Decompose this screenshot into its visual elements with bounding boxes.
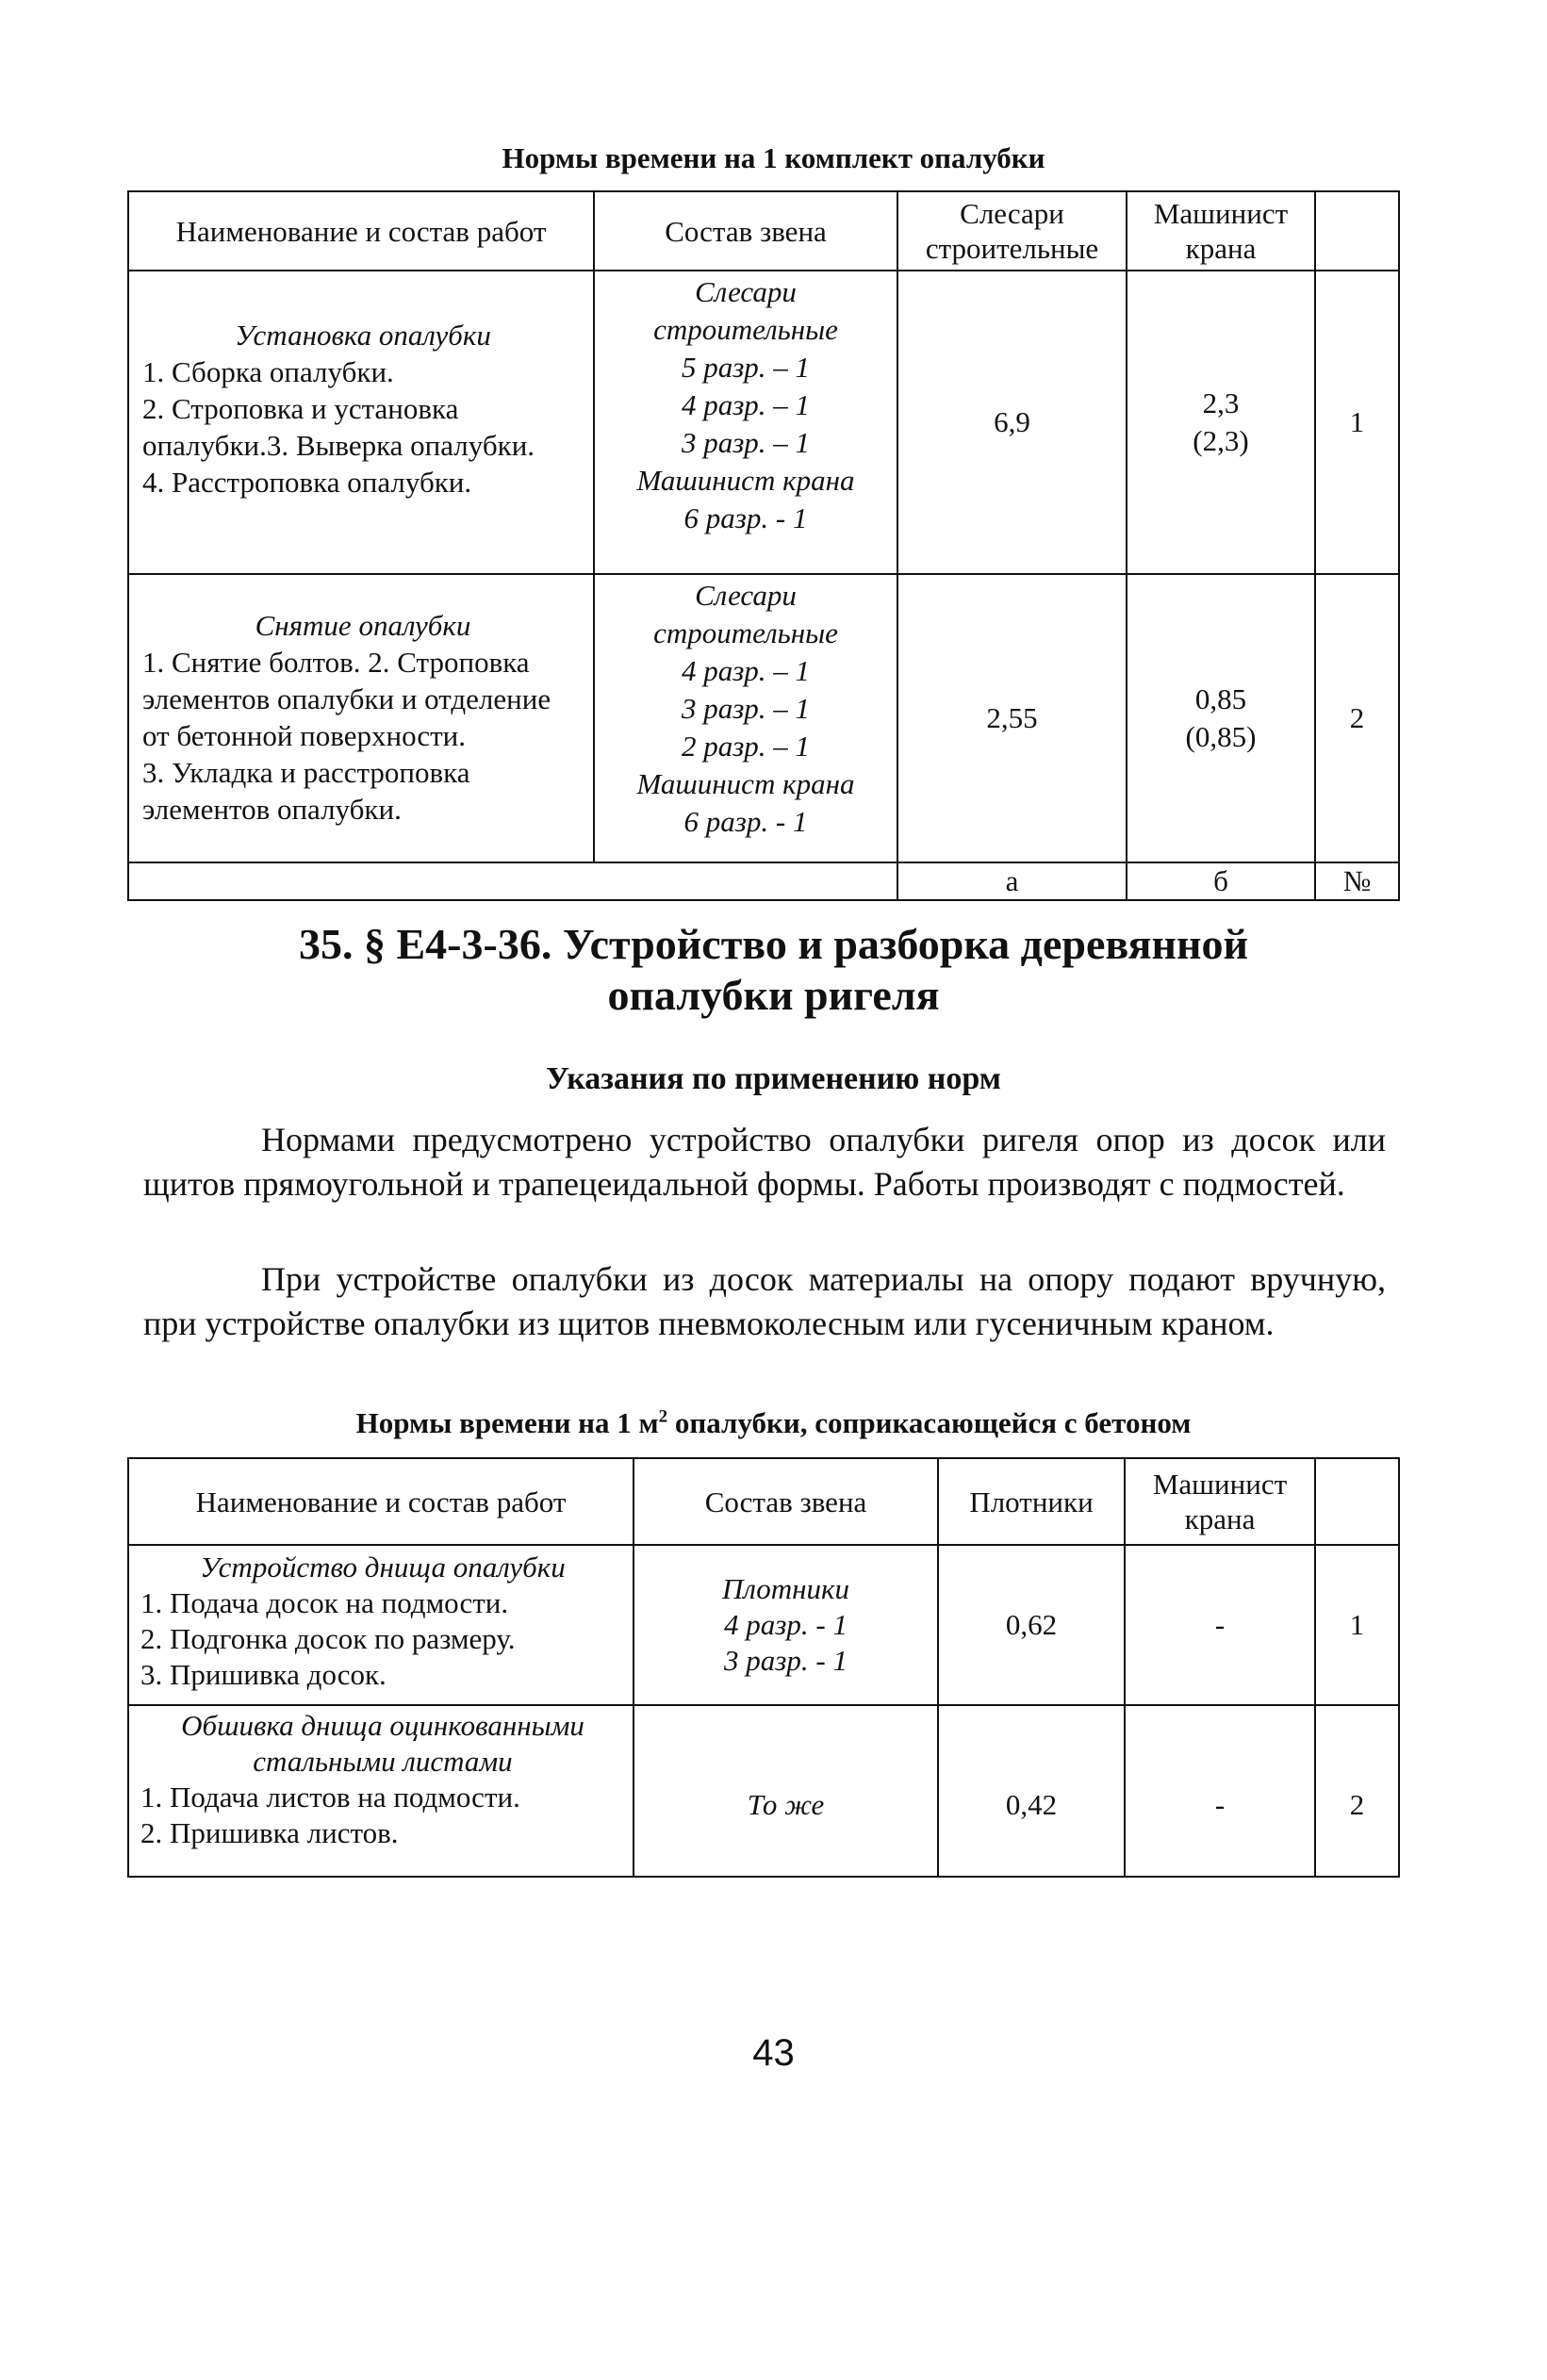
crew-composition bbox=[594, 271, 897, 574]
crew-line: То же bbox=[747, 1788, 825, 1821]
crew-composition bbox=[634, 1705, 938, 1877]
header-crew: Состав звена bbox=[634, 1458, 938, 1545]
paragraph: При устройстве опалубки из досок материалы на опору подают вручную, при устройстве опалубки из щитов пневмоколесным или гусеничным краном. bbox=[143, 1260, 1386, 1342]
carpenters-norm: 0,42 bbox=[938, 1705, 1125, 1877]
table-header-row bbox=[128, 1458, 1399, 1545]
work-heading: Обшивка днища оцинкованными стальными листами bbox=[181, 1709, 584, 1778]
work-description bbox=[128, 1705, 634, 1877]
crew-line: строительные bbox=[653, 313, 838, 346]
work-description bbox=[128, 271, 594, 574]
page-number: 43 bbox=[752, 2032, 795, 2074]
work-step: 2. Строповка и установка опалубки.3. Выверка опалубки. bbox=[142, 392, 535, 462]
work-heading: Устройство днища опалубки bbox=[200, 1551, 566, 1584]
table-header-row bbox=[128, 191, 1399, 271]
work-description bbox=[128, 1545, 634, 1705]
footer-blank bbox=[128, 862, 897, 900]
carpenters-norm: 0,62 bbox=[938, 1545, 1125, 1705]
table2-title bbox=[0, 1406, 1547, 1440]
row-number: 2 bbox=[1315, 574, 1399, 862]
crew-line: 6 разр. - 1 bbox=[683, 501, 808, 534]
header-work-name: Наименование и состав работ bbox=[128, 1458, 634, 1545]
section-title bbox=[0, 919, 1547, 1021]
work-step: 1. Подача листов на подмости. bbox=[140, 1781, 520, 1814]
header-carpenters: Плотники bbox=[938, 1458, 1125, 1545]
crew-line: 3 разр. – 1 bbox=[681, 426, 811, 459]
work-heading: Установка опалубки bbox=[235, 319, 491, 352]
table-row bbox=[128, 574, 1399, 862]
header-work-name: Наименование и состав работ bbox=[128, 191, 594, 271]
row-number: 1 bbox=[1315, 1545, 1399, 1705]
fitters-norm: 2,55 bbox=[897, 574, 1127, 862]
footer-col-number: № bbox=[1315, 862, 1399, 900]
work-description bbox=[128, 574, 594, 862]
crane-norm: - bbox=[1125, 1705, 1315, 1877]
crew-composition bbox=[594, 574, 897, 862]
crew-line: Машинист крана bbox=[636, 464, 855, 497]
table-footer-row bbox=[128, 862, 1399, 900]
crew-line: 4 разр. – 1 bbox=[681, 388, 811, 421]
crane-value: 0,85 bbox=[1194, 682, 1247, 715]
crane-value-alt: (2,3) bbox=[1193, 424, 1249, 457]
section-title-line: 35. § Е4-3-36. Устройство и разборка деревянной bbox=[299, 920, 1248, 968]
work-heading: Снятие опалубки bbox=[255, 609, 471, 642]
row-number: 1 bbox=[1315, 271, 1399, 574]
row-number: 2 bbox=[1315, 1705, 1399, 1877]
crew-line: 6 разр. - 1 bbox=[683, 805, 808, 838]
header-crew: Состав звена bbox=[594, 191, 897, 271]
norms-table-1 bbox=[127, 190, 1400, 901]
crane-norm bbox=[1127, 574, 1315, 862]
header-crane-operator: Машинист крана bbox=[1127, 191, 1315, 271]
crew-line: Слесари bbox=[695, 579, 797, 612]
crane-value: 2,3 bbox=[1202, 386, 1240, 419]
crew-line: строительные bbox=[653, 616, 838, 649]
header-crane-operator: Машинист крана bbox=[1125, 1458, 1315, 1545]
work-step: 2. Пришивка листов. bbox=[140, 1816, 399, 1849]
table-row bbox=[128, 1705, 1399, 1877]
footer-col-b: б bbox=[1127, 862, 1315, 900]
crew-line: 4 разр. - 1 bbox=[724, 1608, 848, 1641]
crew-line: Плотники bbox=[721, 1572, 850, 1605]
header-fitters: Слесари строительные bbox=[897, 191, 1127, 271]
section-subtitle: Указания по применению норм bbox=[546, 1061, 1001, 1096]
table2-title-text: Нормы времени на 1 м bbox=[355, 1406, 659, 1439]
crew-line: 4 разр. – 1 bbox=[681, 654, 811, 687]
footer-col-a: а bbox=[897, 862, 1127, 900]
crane-value-alt: (0,85) bbox=[1185, 720, 1257, 753]
work-step: 1. Сборка опалубки. bbox=[142, 355, 394, 388]
crane-norm: - bbox=[1125, 1545, 1315, 1705]
work-step: 3. Пришивка досок. bbox=[140, 1658, 387, 1691]
header-number bbox=[1315, 1458, 1399, 1545]
fitters-norm: 6,9 bbox=[897, 271, 1127, 574]
header-number bbox=[1315, 191, 1399, 271]
crew-line: 3 разр. - 1 bbox=[724, 1644, 848, 1677]
crane-norm bbox=[1127, 271, 1315, 574]
table-row bbox=[128, 1545, 1399, 1705]
crew-line: Машинист крана bbox=[636, 767, 855, 800]
paragraph: Нормами предусмотрено устройство опалубки ригеля опор из досок или щитов прямоугольной и трапецеидальной формы. Работы производят с подмостей. bbox=[143, 1121, 1386, 1203]
norms-table-2 bbox=[127, 1457, 1400, 1878]
work-step: 2. Подгонка досок по размеру. bbox=[140, 1622, 516, 1655]
table1-title: Нормы времени на 1 комплект опалубки bbox=[502, 141, 1045, 174]
section-title-line: опалубки ригеля bbox=[607, 971, 940, 1019]
table-row bbox=[128, 271, 1399, 574]
crew-line: Слесари bbox=[695, 275, 797, 308]
table2-title-superscript: 2 bbox=[658, 1406, 668, 1427]
work-step: 1. Подача досок на подмости. bbox=[140, 1586, 509, 1619]
crew-line: 2 разр. – 1 bbox=[681, 730, 811, 763]
work-step: 3. Укладка и расстроповка элементов опалубки. bbox=[142, 756, 470, 826]
crew-line: 3 разр. – 1 bbox=[681, 692, 811, 725]
crew-line: 5 разр. – 1 bbox=[681, 351, 811, 384]
work-step: 4. Расстроповка опалубки. bbox=[142, 466, 472, 499]
table2-title-text-end: опалубки, соприкасающейся с бетоном bbox=[667, 1406, 1192, 1439]
work-step: 1. Снятие болтов. 2. Строповка элементов опалубки и отделение от бетонной поверхности. bbox=[142, 646, 551, 752]
crew-composition bbox=[634, 1545, 938, 1705]
